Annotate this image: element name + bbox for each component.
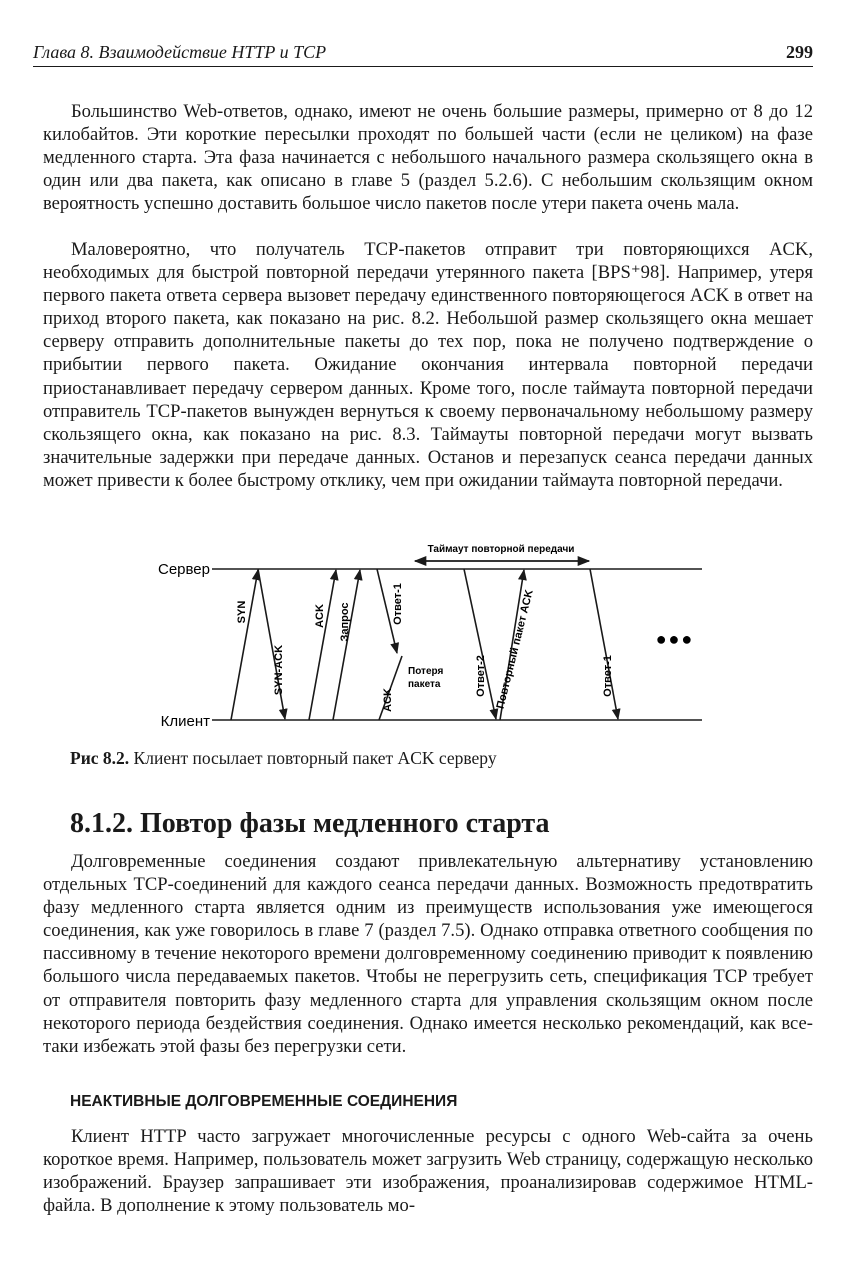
response-1-label: Ответ-1 [392, 583, 404, 625]
figure-number: Рис 8.2. [70, 748, 130, 768]
ack-arrow [309, 570, 336, 720]
ack-label: ACK [314, 604, 326, 628]
continuation-ellipsis: ●●● [655, 629, 695, 649]
figure-caption [70, 748, 497, 769]
paragraph-text: Маловероятно, что получатель TCP-пакетов отправит три повторяющихся ACK, необходимых для быстрой повторной передачи утерянного пакета [BPS⁺98]. Например, утеря первого пакета ответа сервера вызовет передачу единственного повторяющегося ACK в ответ на приход второго пакета, как показано на рис. 8.2. Небольшой размер скользящего окна мешает серверу отправить дополнительные пакеты до тех пор, пока не получено подтверждение о прибытии первого пакета. Ожидание окончания интервала повторной передачи приостанавливает передачу сервером данных. Кроме того, после таймаута повторной передачи отправитель TCP-пакетов вынужден вернуться к своему первоначальному небольшому размеру скользящего окна, как показано на рис. 8.3. Таймауты повторной передачи могут вызвать значительные задержки при передаче данных. Останов и перезапуск сеанса передачи данных может привести к более быстрому отклику, чем при ожидании таймаута повторной передачи. [43, 239, 813, 491]
paragraph-dup-ack [43, 238, 813, 492]
syn-arrow [231, 570, 258, 720]
tcp-timing-diagram [140, 538, 720, 738]
dup-ack-label: Повторный пакет ACK [494, 588, 536, 711]
server-label: Сервер [157, 561, 210, 578]
syn-label: SYN [236, 600, 248, 624]
timeout-label: Таймаут повторной передачи [427, 544, 575, 555]
request-label: Запрос [339, 602, 351, 642]
ack-2-label: ACK [382, 688, 394, 712]
section-heading: 8.1.2. Повтор фазы медленного старта [70, 808, 550, 839]
syn-ack-arrow [258, 569, 285, 719]
subsection-heading: НЕАКТИВНЫЕ ДОЛГОВРЕМЕННЫЕ СОЕДИНЕНИЯ [70, 1093, 458, 1110]
paragraph-text: Долговременные соединения создают привлекательную альтернативу установлению отдельных TCP-соединений для каждого сеанса передачи данных. Возможность предотвратить фазу медленного старта является одним из преимуществ использования уже имеющегося соединения, как уже говорилось в главе 7 (раздел 7.5). Однако отправка ответного сообщения по пассивному в течение некоторого времени долговременному соединению приводит к появлению большого числа передаваемых пакетов. Чтобы не перегрузить сеть, спецификация TCP требует от отправителя повторить фазу медленного старта для управления скользящим окном после некоторого периода бездействия соединения. Однако имеется несколько рекомендаций, как все-таки избежать этой фазы без перегрузки сети. [43, 851, 813, 1057]
figure-caption-text: Клиент посылает повторный пакет ACK серверу [133, 748, 497, 768]
response-2-label: Ответ-2 [475, 655, 487, 697]
page-number: 299 [786, 42, 813, 62]
client-label: Клиент [160, 713, 210, 730]
paragraph-text: Большинство Web-ответов, однако, имеют не очень большие размеры, примерно от 8 до 12 килобайтов. Эти короткие пересылки проходят по большей части (если не целиком) на фазе медленного старта. Эта фаза начинается с небольшого начального размера скользящего окна в один или два пакета, как описано в главе 5 (раздел 5.2.6). С небольшим скользящим окном вероятность успешно доставить большое число пакетов после утери пакета очень мала. [43, 101, 813, 215]
paragraph-web-responses [43, 100, 813, 215]
syn-ack-label: SYN-ACK [273, 644, 285, 696]
paragraph-persistent-connections [43, 850, 813, 1058]
header-rule [33, 66, 813, 67]
response-1-retransmit-label: Ответ-1 [602, 655, 614, 697]
request-arrow [333, 570, 360, 720]
packet-loss-label-line1: Потеря [408, 666, 444, 677]
paragraph-text: Клиент HTTP часто загружает многочисленные ресурсы с одного Web-сайта за очень короткое время. Например, пользователь может загрузить Web страницу, содержащую несколько изображений. Браузер запрашивает эти изображения, проанализировав содержимое HTML-файла. В дополнение к этому пользователь мо- [43, 1126, 813, 1217]
paragraph-http-client [43, 1125, 813, 1217]
running-header [33, 42, 813, 68]
packet-loss-label-line2: пакета [408, 679, 441, 690]
chapter-title: Глава 8. Взаимодействие HTTP и TCP [33, 42, 327, 62]
